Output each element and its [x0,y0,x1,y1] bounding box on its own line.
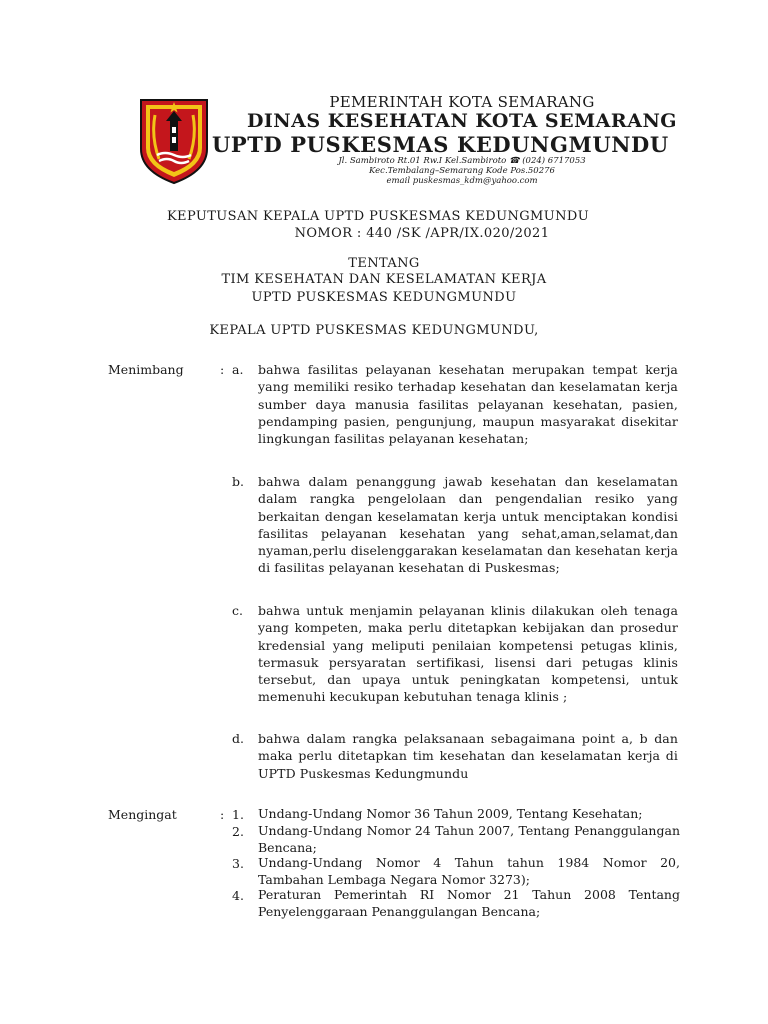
mengingat-item-2: Undang-Undang Nomor 24 Tahun 2007, Tentang Penanggulangan Bencana; [258,823,680,855]
menimbang-item-c: bahwa untuk menjamin pelayanan klinis dilakukan oleh tenaga yang kompeten, maka perlu ditetapkan kebijakan dan prosedur kredensial yang meliputi penilaian kompetensi petugas klinis, termasuk persyaratan sertifikasi, lisensi dari petugas klinis tersebut, dan upaya untuk peningkatan kompetensi, untuk memenuhi kecukupan kebutuhan tenaga klinis ; [258,603,678,705]
decree-subject-line1: TIM KESEHATAN DAN KESELAMATAN KERJA [221,272,547,287]
letterhead-government: PEMERINTAH KOTA SEMARANG [329,93,595,111]
decree-title: KEPUTUSAN KEPALA UPTD PUSKESMAS KEDUNGMUNDU [166,209,590,224]
menimbang-mark-c: c. [232,603,243,618]
letterhead-email: email puskesmas_kdm@yahoo.com [386,176,538,186]
menimbang-label: Menimbang [108,362,184,377]
decree-number: NOMOR : 440 /SK /APR/IX.020/2021 [294,226,550,241]
decree-tentang: TENTANG [348,256,420,271]
mengingat-item-1: Undang-Undang Nomor 36 Tahun 2009, Tentang Kesehatan; [258,806,643,821]
letterhead-office: UPTD PUSKESMAS KEDUNGMUNDU [212,132,669,157]
menimbang-mark-b: b. [232,474,244,489]
menimbang-mark-a: a. [232,362,244,377]
mengingat-colon: : [220,807,225,822]
menimbang-item-d: bahwa dalam rangka pelaksanaan sebagaimana point a, b dan maka perlu ditetapkan tim kesehatan dan keselamatan kerja di UPTD Puskesmas Kedungmundu [258,731,678,781]
menimbang-mark-d: d. [232,731,244,746]
mengingat-mark-2: 2. [232,824,244,839]
mengingat-mark-4: 4. [232,888,244,903]
mengingat-item-4: Peraturan Pemerintah RI Nomor 21 Tahun 2008 Tentang Penyelenggaraan Penanggulangan Bencana; [258,887,680,919]
decree-subject-line2: UPTD PUSKESMAS KEDUNGMUNDU [251,290,517,305]
mengingat-label: Mengingat [108,807,177,822]
decree-head: KEPALA UPTD PUSKESMAS KEDUNGMUNDU, [209,323,539,338]
menimbang-item-a: bahwa fasilitas pelayanan kesehatan merupakan tempat kerja yang memiliki resiko terhadap kesehatan dan keselamatan kerja sumber daya manusia fasilitas pelayanan kesehatan, pasien, pendamping pasien, pengunjung, maupun masyarakat disekitar lingkungan fasilitas pelayanan kesehatan; [258,362,678,447]
menimbang-colon: : [220,362,225,377]
mengingat-mark-1: 1. [232,807,244,822]
mengingat-item-3: Undang-Undang Nomor 4 Tahun tahun 1984 Nomor 20, Tambahan Lembaga Negara Nomor 3273); [258,855,680,887]
mengingat-mark-3: 3. [232,856,244,871]
menimbang-item-b: bahwa dalam penanggung jawab kesehatan dan keselamatan dalam rangka pengelolaan dan pengendalian resiko yang berkaitan dengan keselamatan kerja untuk menciptakan kondisi fasilitas pelayanan kesehatan yang sehat,aman,selamat,dan nyaman,perlu diselenggarakan keselamatan dan kesehatan kerja di fasilitas pelayanan kesehatan di Puskesmas; [258,474,678,576]
letterhead-city: Kec.Tembalang–Semarang Kode Pos.50276 [369,166,555,176]
letterhead-agency: DINAS KESEHATAN KOTA SEMARANG [246,110,678,132]
letterhead-address: Jl. Sambiroto Rt.01 Rw.I Kel.Sambiroto ☎ (024) 6717053 [338,156,586,166]
semarang-crest-logo [137,97,211,185]
